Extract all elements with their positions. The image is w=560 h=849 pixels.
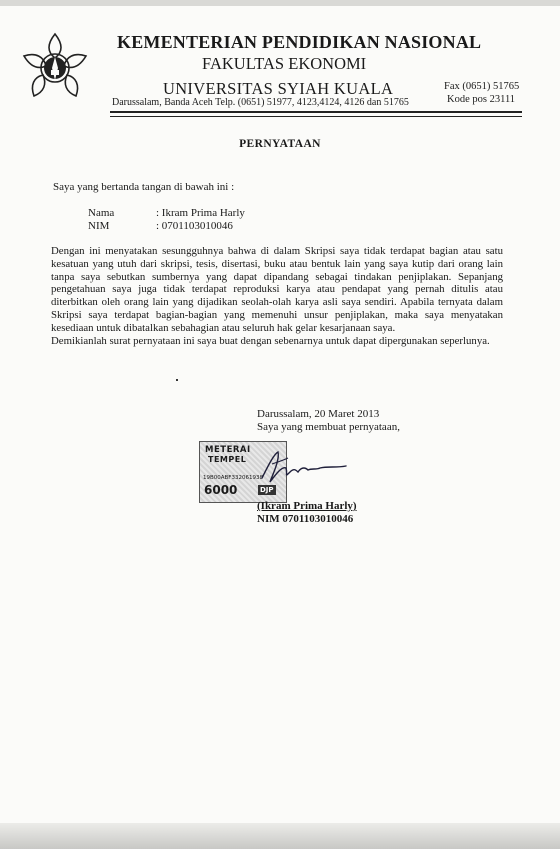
- ink-speck: [176, 379, 178, 381]
- stamp-badge: DJP: [260, 486, 274, 494]
- identity-label-name: Nama: [88, 207, 115, 219]
- stamp-line2: TEMPEL: [208, 455, 247, 464]
- place-and-date: Darussalam, 20 Maret 2013: [257, 408, 380, 420]
- letterhead-university: UNIVERSITAS SYIAH KUALA: [163, 79, 394, 98]
- letterhead-rule-thin: [110, 116, 522, 117]
- stamp-value: 6000: [204, 483, 238, 497]
- signer-nim: NIM 0701103010046: [257, 513, 354, 525]
- scan-top-edge: [0, 0, 560, 6]
- letterhead-postal-code: Kode pos 23111: [447, 94, 516, 105]
- identity-value-name: : Ikram Prima Harly: [156, 207, 245, 219]
- letterhead-ministry: KEMENTERIAN PENDIDIKAN NASIONAL: [117, 32, 482, 52]
- scan-bottom-edge: [0, 823, 560, 849]
- handwritten-signature-icon: [258, 446, 348, 486]
- signer-caption: Saya yang membuat pernyataan,: [257, 421, 400, 433]
- letterhead-rule-thick: [110, 111, 522, 113]
- stamp-code: 19B00ABF332061938: [203, 475, 263, 481]
- signer-name: (Ikram Prima Harly): [257, 500, 357, 512]
- university-logo-icon: [18, 30, 92, 104]
- closing-paragraph: Demikianlah surat pernyataan ini saya buat dengan sebenarnya untuk dapat dipergunakan seperlunya.: [51, 334, 490, 347]
- identity-value-nim: : 0701103010046: [156, 220, 233, 232]
- document-title: PERNYATAAN: [239, 138, 321, 150]
- identity-label-nim: NIM: [88, 220, 110, 232]
- intro-text: Saya yang bertanda tangan di bawah ini :: [53, 181, 235, 193]
- statement-paragraph: Dengan ini menyatakan sesungguhnya bahwa di dalam Skripsi saya tidak terdapat bagian atau satu kesatuan yang utuh dari skripsi, tesis, disertasi, buku atau bentuk lain yang saya kutip dari orang lain tanpa saya sebutkan sumbernya yang dapat dipandang sebagai tindakan penjiplakan. Sepanjang pengetahuan saya juga tidak terdapat reproduksi karya atau pendapat yang pernah ditulis atau diterbitkan oleh orang lain yang dijadikan seolah-olah karya asli saya sendiri. Apabila ternyata dalam Skripsi saya terdapat bagian-bagian yang memenuhi unsur penjiplakan, maka saya menyatakan kesediaan untuk dibatalkan sebahagian atau seluruh hak gelar kesarjanaan saya.: [51, 245, 503, 334]
- statement-body: [51, 245, 503, 347]
- stamp-line1: METERAI: [205, 445, 251, 455]
- letterhead-faculty: FAKULTAS EKONOMI: [202, 54, 367, 73]
- letterhead-fax: Fax (0651) 51765: [444, 81, 520, 92]
- letterhead-address: Darussalam, Banda Aceh Telp. (0651) 51977, 4123,4124, 4126 dan 51765: [112, 97, 409, 108]
